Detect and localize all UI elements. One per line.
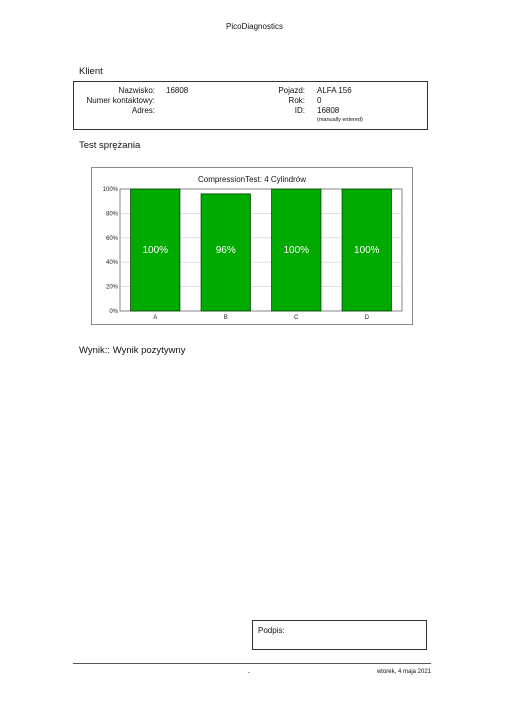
y-tick-label: 40% <box>105 260 118 267</box>
address-label: Adres: <box>131 106 155 115</box>
compression-chart <box>91 167 413 325</box>
surname-value: 16808 <box>166 86 189 95</box>
id-label: ID: <box>294 106 305 115</box>
page-number: - <box>248 670 250 676</box>
x-tick-label: D <box>364 315 369 321</box>
client-info-box <box>73 81 428 130</box>
bar-data-label: 100% <box>353 245 380 256</box>
test-heading: Test sprężania <box>79 140 141 151</box>
vehicle-label: Pojazd: <box>278 86 305 95</box>
year-label: Rok: <box>288 96 305 105</box>
bar-data-label: 100% <box>142 245 169 256</box>
surname-label: Nazwisko: <box>118 86 155 95</box>
signature-label: Podpis: <box>258 626 285 635</box>
x-tick-label: C <box>294 315 299 321</box>
id-note: (manually entered) <box>317 117 363 123</box>
y-tick-label: 100% <box>102 187 118 193</box>
y-tick-label: 0% <box>109 309 118 315</box>
result-text: Wynik:: Wynik pozytywny <box>79 345 186 356</box>
signature-box <box>252 620 427 650</box>
id-value: 16808 <box>317 106 340 115</box>
x-tick-label: B <box>223 315 228 321</box>
year-value: 0 <box>317 96 322 105</box>
x-tick-label: A <box>153 315 158 321</box>
client-heading: Klient <box>79 66 103 77</box>
bar-data-label: 100% <box>283 245 310 256</box>
bar-data-label: 96% <box>215 245 236 256</box>
y-tick-label: 20% <box>105 284 118 291</box>
footer-date: wtorek, 4 maja 2021 <box>376 669 431 675</box>
compression-chart-svg <box>92 168 412 324</box>
chart-title: CompressionTest: 4 Cylindrów <box>197 175 307 184</box>
footer-divider <box>73 663 431 664</box>
y-tick-label: 80% <box>105 211 118 218</box>
vehicle-value: ALFA 156 <box>317 86 352 95</box>
page-header: PicoDiagnostics <box>226 22 283 31</box>
y-tick-label: 60% <box>105 235 118 242</box>
contact-label: Numer kontaktowy: <box>86 96 155 105</box>
